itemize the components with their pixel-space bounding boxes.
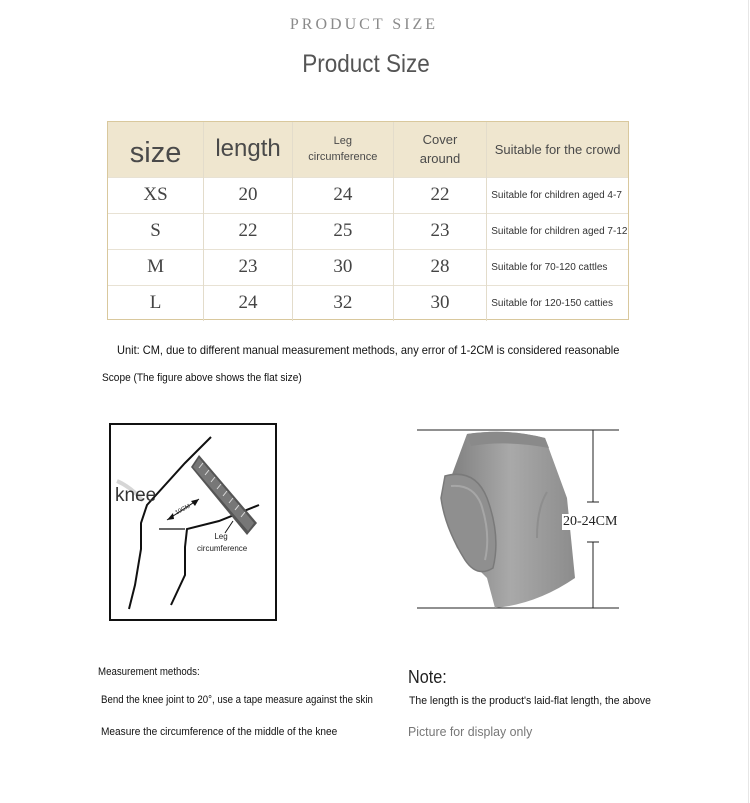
header-size: size <box>108 122 204 177</box>
cell-size: M <box>108 249 204 285</box>
table-header-row <box>108 122 628 177</box>
cell-cover: 22 <box>393 177 487 213</box>
cell-crowd: Suitable for children aged 7-12 <box>491 225 628 237</box>
dimension-label: 20-24CM <box>563 514 618 529</box>
cell-leg: 32 <box>292 285 393 321</box>
leg-label-line2: circumference <box>197 544 248 553</box>
cell-leg: 30 <box>292 249 393 285</box>
header-cover-line2: around <box>419 151 461 167</box>
note-heading: Note: <box>408 667 447 687</box>
table-row <box>108 213 628 249</box>
cell-leg: 24 <box>292 177 393 213</box>
cell-cover: 23 <box>393 213 487 249</box>
cell-size: L <box>108 285 204 321</box>
scope-note: Scope (The figure above shows the flat size) <box>102 372 302 384</box>
cell-length: 23 <box>204 249 293 285</box>
cell-crowd: Suitable for 120-150 catties <box>491 297 613 309</box>
header-length: length <box>204 122 293 177</box>
size-table <box>107 121 629 320</box>
table-row <box>108 177 628 213</box>
header-cover-line1: Cover <box>422 132 458 148</box>
section-eyebrow: PRODUCT SIZE <box>289 16 439 33</box>
cell-length: 22 <box>204 213 293 249</box>
header-cover-around <box>393 122 487 177</box>
tape-measure <box>191 455 257 535</box>
measurement-methods-heading: Measurement methods: <box>98 666 200 678</box>
unit-note: Unit: CM, due to different manual measurement methods, any error of 1-2CM is considered reasonable <box>117 343 620 357</box>
knee-outline-drawing <box>111 425 275 619</box>
cell-size: S <box>108 213 204 249</box>
cell-leg: 25 <box>292 213 393 249</box>
tape-length-label: 10CM <box>174 503 192 517</box>
measurement-step-2: Measure the circumference of the middle of the knee <box>101 726 338 738</box>
cell-cover: 28 <box>393 249 487 285</box>
cell-crowd: Suitable for children aged 4-7 <box>491 189 622 201</box>
header-leg-line1: Leg <box>333 135 352 148</box>
page-edge-line <box>748 0 749 803</box>
measurement-step-1: Bend the knee joint to 20°, use a tape measure against the skin <box>101 694 373 706</box>
cell-size: XS <box>108 177 204 213</box>
header-suitable-crowd: Suitable for the crowd <box>494 141 621 157</box>
knee-label: knee <box>115 485 157 506</box>
table-row <box>108 285 628 321</box>
note-line-1: The length is the product's laid-flat length, the above <box>409 695 651 707</box>
table-row <box>108 249 628 285</box>
cell-cover: 30 <box>393 285 487 321</box>
cell-length: 20 <box>204 177 293 213</box>
cell-length: 24 <box>204 285 293 321</box>
header-leg-line2: circumference <box>308 151 378 164</box>
knee-measurement-diagram <box>109 423 277 621</box>
knee-pad-photo <box>417 428 622 610</box>
header-leg-circumference <box>292 122 393 177</box>
page-title: Product Size <box>302 50 430 78</box>
note-line-2: Picture for display only <box>408 724 533 739</box>
cell-crowd: Suitable for 70-120 cattles <box>491 261 608 273</box>
leg-circumference-label <box>197 531 248 555</box>
leg-label-line1: Leg <box>214 532 228 541</box>
